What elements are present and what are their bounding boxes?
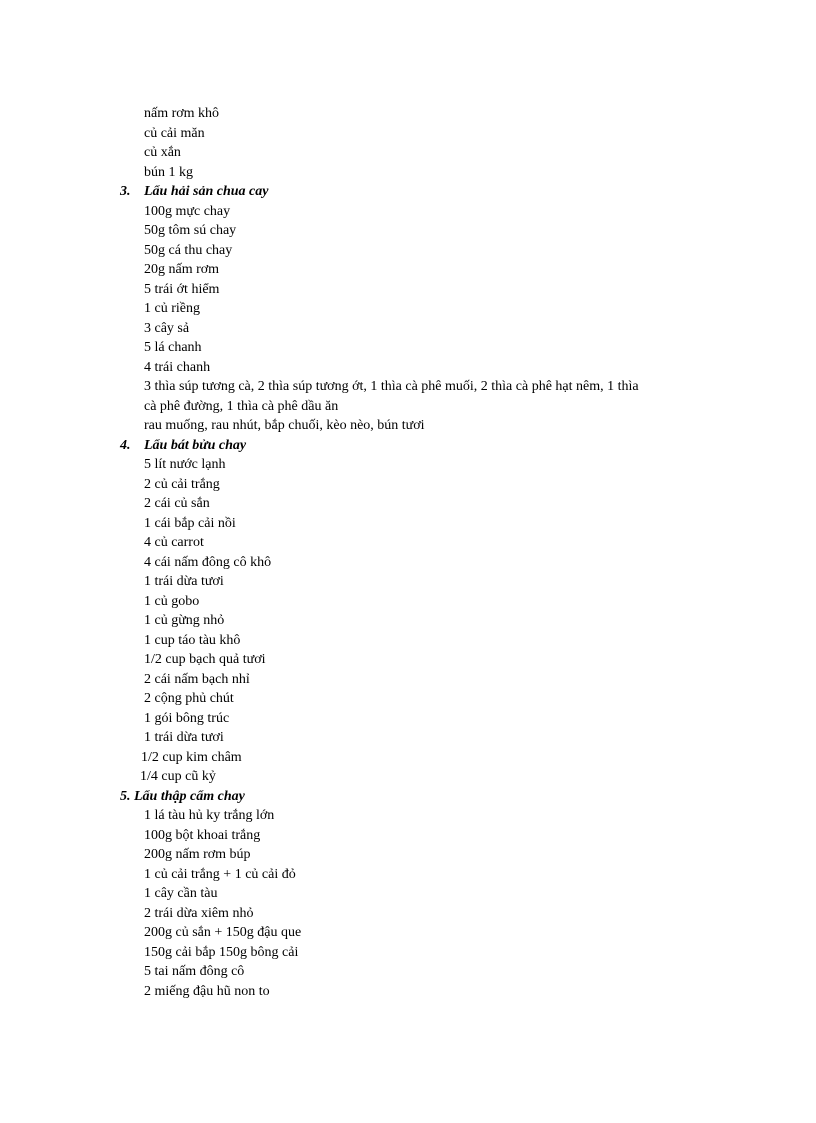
list-item: 4 trái chanh xyxy=(144,359,211,375)
list-item: 1 lá tàu hủ ky trắng lớn xyxy=(144,808,275,823)
list-item: 1/4 cup cũ kỷ xyxy=(140,769,216,784)
list-item: 3 thìa súp tương cà, 2 thìa súp tương ớt, 1 thìa cà phê muối, 2 thìa cà phê hạt nêm, 1 thìa xyxy=(144,379,639,394)
list-item: 50g tôm sú chay xyxy=(144,223,237,238)
list-item: 1 củ gobo xyxy=(144,593,200,609)
list-item: 4 củ carrot xyxy=(144,535,204,550)
list-item: 5 trái ớt hiểm xyxy=(144,281,220,297)
list-item: 1 gói bông trúc xyxy=(144,710,230,726)
list-item: 150g cải bắp 150g bông cải xyxy=(144,944,299,960)
list-item: 100g bột khoai trắng xyxy=(144,827,261,843)
list-item: rau muống, rau nhút, bắp chuối, kèo nèo, bún tươi xyxy=(144,418,425,433)
list-item: 1 cây cần tàu xyxy=(144,886,218,901)
list-item: củ xắn xyxy=(144,145,181,160)
list-item: 100g mực chay xyxy=(144,203,231,219)
list-item: 200g nấm rơm búp xyxy=(144,847,251,862)
list-item: 4 cái nấm đông cô khô xyxy=(144,554,272,570)
list-item: 2 cái nấm bạch nhỉ xyxy=(144,671,250,687)
list-item: 1 củ riềng xyxy=(144,301,200,316)
section-heading-3 xyxy=(120,182,268,202)
list-item: 20g nấm rơm xyxy=(144,262,220,277)
list-item: 50g cá thu chay xyxy=(144,242,233,258)
list-item: 1 củ cải trắng + 1 củ cải đỏ xyxy=(144,866,296,882)
list-item: 2 cái củ sắn xyxy=(144,496,210,511)
list-item: 5 lá chanh xyxy=(144,340,202,355)
list-item: cà phê đường, 1 thìa cà phê dầu ăn xyxy=(144,398,339,414)
list-item: 5 lít nước lạnh xyxy=(144,457,226,472)
list-item: 1 củ gừng nhỏ xyxy=(144,613,225,628)
section-number: 3. xyxy=(120,184,131,199)
section-number: 4. xyxy=(120,437,131,453)
section-heading-4 xyxy=(120,436,246,456)
list-item: bún 1 kg xyxy=(144,164,193,180)
list-item: 1 trái dừa tươi xyxy=(144,574,224,589)
section-title: Lẩu bát bửu chay xyxy=(144,437,247,453)
list-item: 1/2 cup bạch quả tươi xyxy=(144,652,266,667)
list-item: nấm rơm khô xyxy=(144,106,220,121)
list-item: 1 cup táo tàu khô xyxy=(144,632,241,648)
list-item: 2 miếng đậu hũ non to xyxy=(144,983,270,999)
list-item: 2 cộng phủ chút xyxy=(144,691,234,706)
list-item: củ cải măn xyxy=(144,125,205,141)
list-item: 2 trái dừa xiêm nhỏ xyxy=(144,905,254,921)
list-item: 1/2 cup kim châm xyxy=(141,749,242,765)
section-title: Lẩu hải sản chua cay xyxy=(144,184,269,199)
list-item: 1 cái bắp cải nồi xyxy=(144,515,236,531)
list-item: 200g củ sắn + 150g đậu que xyxy=(144,925,302,940)
list-item: 1 trái dừa tươi xyxy=(144,730,224,745)
section-heading-5: 5. Lẩu thập cẩm chay xyxy=(120,788,245,804)
list-item: 3 cây sả xyxy=(144,320,190,336)
list-item: 5 tai nấm đông cô xyxy=(144,964,245,979)
list-item: 2 củ cải trắng xyxy=(144,476,220,492)
